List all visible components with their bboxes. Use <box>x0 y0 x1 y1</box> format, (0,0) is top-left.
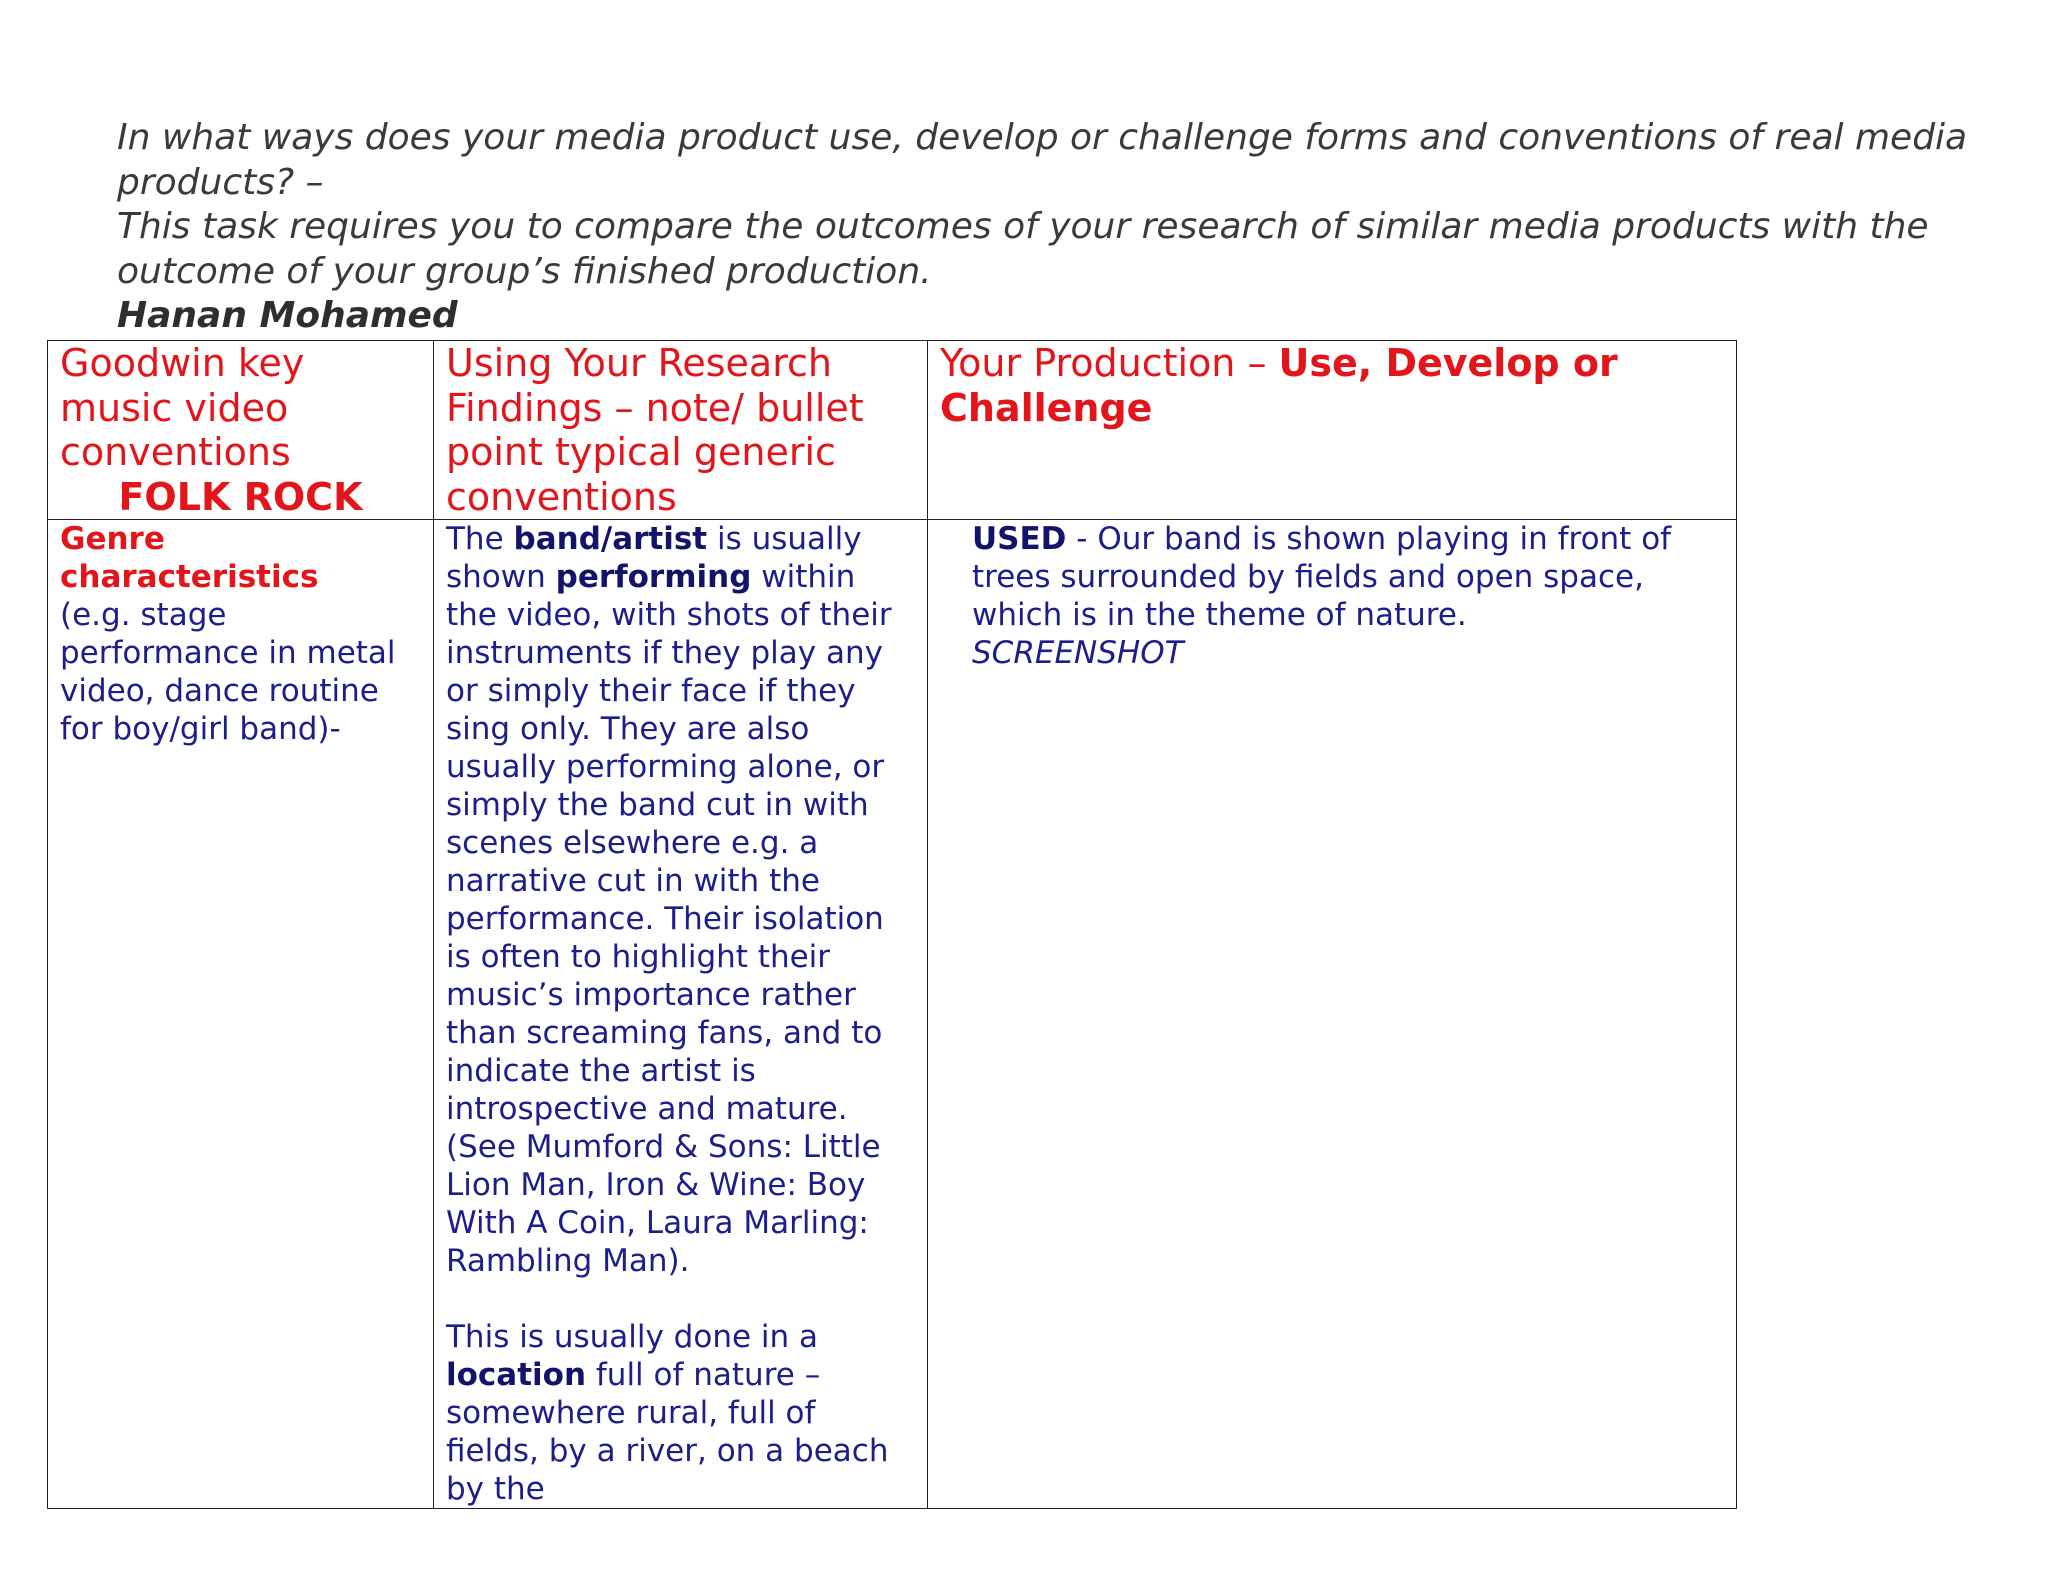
research-text: is usually shown <box>446 521 862 595</box>
header-production <box>928 341 1737 520</box>
screenshot-note: SCREENSHOT <box>972 635 1184 671</box>
genre-desc: (e.g. stage performance in metal video, dance routine for boy/girl band)- <box>60 597 396 747</box>
research-text: This is usually done in a <box>446 1319 819 1355</box>
research-cell <box>434 520 928 1509</box>
header-row <box>48 341 1737 520</box>
conventions-table <box>47 340 1737 1509</box>
used-label: USED <box>972 521 1067 557</box>
production-cell <box>928 520 1737 1509</box>
header-genre: FOLK ROCK <box>118 474 363 519</box>
production-text: - Our band is shown playing in front of trees surrounded by fields and open space, which is in the theme of nature. <box>972 521 1672 633</box>
research-bold: performing <box>555 559 752 595</box>
author-name: Hanan Mohamed <box>117 295 458 336</box>
genre-title: Genre characteristics <box>60 521 319 595</box>
question-text: In what ways does your media product use, develop or challenge forms and conventions of real media products? – <box>117 117 1968 203</box>
table-row <box>48 520 1737 1509</box>
research-bold: band/artist <box>513 521 708 557</box>
research-text: full of nature – somewhere rural, full of fields, by a river, on a beach by the <box>446 1357 889 1507</box>
research-text: within the video, with shots of their instruments if they play any or simply their face if they sing only. They are also usually performing alone, or simply the band cut in with scenes elsewhere e.g. a narrative cut in with the performance. Their isolation is often to highlight their music’s importance rather than screaming fans, and to indicate the artist is introspective and mature. (See Mumford & Sons: Little Lion Man, Iron & Wine: Boy With A Coin, Laura Marling: Rambling Man). <box>446 559 892 1279</box>
header-conventions <box>48 341 434 520</box>
header-research <box>434 341 928 520</box>
header-research-label: Using Your Research Findings – note/ bullet point typical generic conventions <box>446 341 864 519</box>
research-bold: location <box>446 1357 587 1393</box>
task-text: This task requires you to compare the outcomes of your research of similar media products with the outcome of your group’s finished production. <box>117 206 1929 292</box>
header-conventions-label: Goodwin key music video conventions <box>60 341 305 474</box>
header-production-label: Your Production – <box>940 341 1279 385</box>
paragraph-gap <box>446 1280 915 1318</box>
research-text: The <box>446 521 514 557</box>
header-production-bold: Use, Develop or Challenge <box>940 341 1618 430</box>
genre-cell <box>48 520 434 1509</box>
intro-block <box>117 116 2017 339</box>
